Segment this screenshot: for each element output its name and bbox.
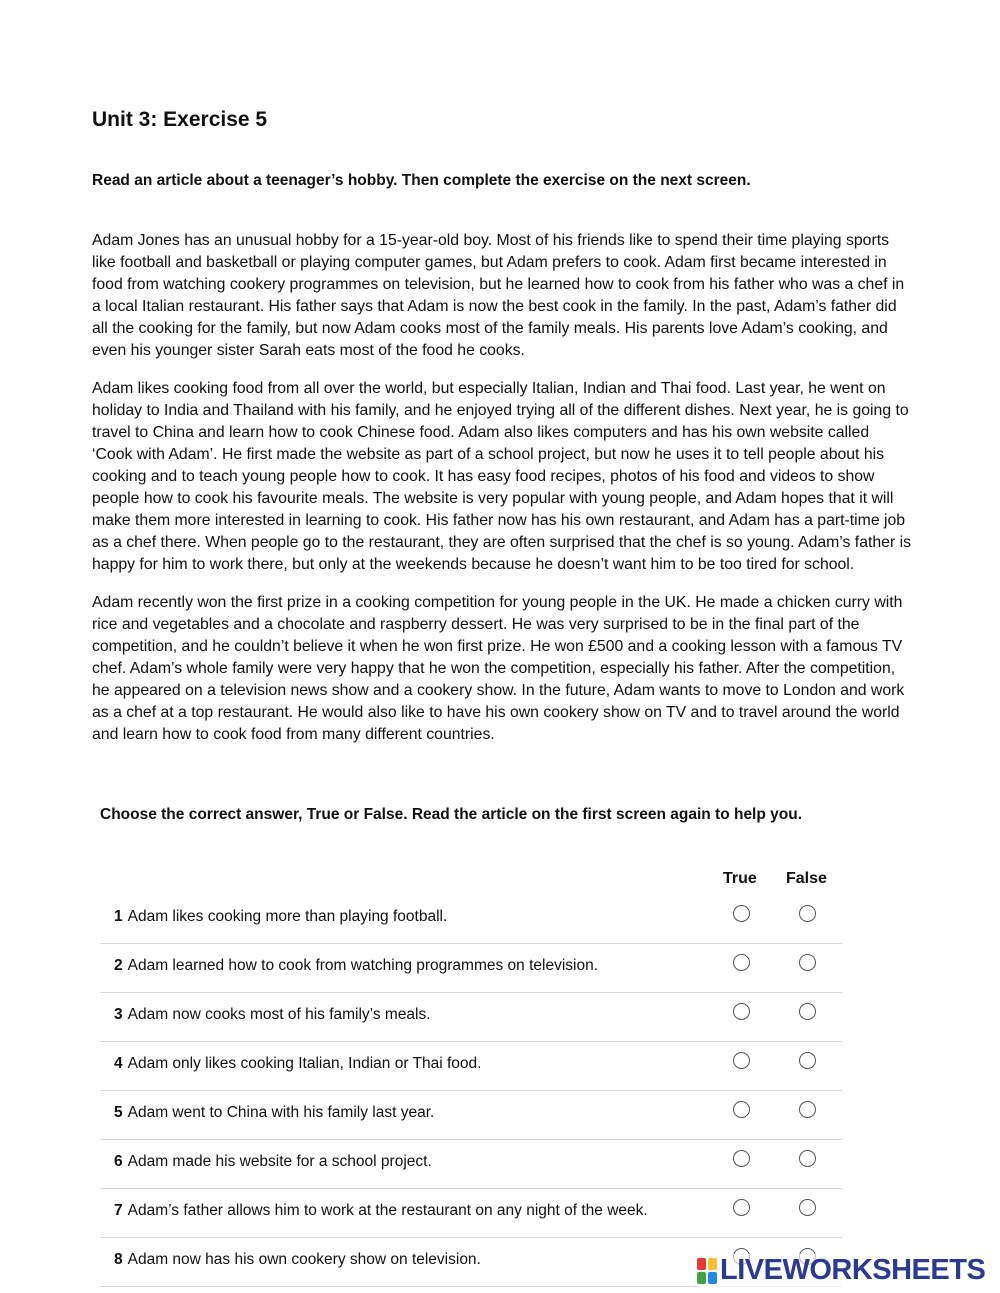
question-row xyxy=(100,895,842,944)
question-row xyxy=(100,1140,842,1189)
question-label: Adam now cooks most of his family’s meals. xyxy=(127,1006,431,1023)
radio-false-4[interactable] xyxy=(799,1052,816,1069)
question-text xyxy=(114,957,598,975)
logo-block xyxy=(708,1258,717,1270)
article-paragraph: Adam Jones has an unusual hobby for a 15-year-old boy. Most of his friends like to spend their time playing sports like football and basketball or playing computer games, but Adam prefers to cook. Adam first became interested in food from watching cookery programmes on television, but he learned how to cook from his father who was a chef in a local Italian restaurant. His father says that Adam is now the best cook in the family. In the past, Adam’s father did all the cooking for the family, but now Adam cooks most of the family meals. His parents love Adam’s cooking, and even his younger sister Sarah eats most of the food he cooks. xyxy=(92,232,905,359)
radio-false-1[interactable] xyxy=(799,905,816,922)
question-number: 6 xyxy=(114,1153,123,1170)
radio-true-6[interactable] xyxy=(733,1150,750,1167)
question-text xyxy=(114,1006,431,1024)
reading-instruction: Read an article about a teenager’s hobby. Then complete the exercise on the next screen. xyxy=(92,172,751,189)
question-text xyxy=(114,1202,648,1220)
question-row xyxy=(100,993,842,1042)
question-label: Adam learned how to cook from watching programmes on television. xyxy=(127,957,599,974)
article-paragraph: Adam likes cooking food from all over the world, but especially Italian, Indian and Thai food. Last year, he went on holiday to India and Thailand with his family, and he enjoyed trying all of the different dishes. Next year, he is going to travel to China and learn how to cook Chinese food. Adam also likes computers and has his own website called ‘Cook with Adam’. He first made the website as part of a school project, but now he uses it to tell people about his cooking and to teach young people how to cook. It has easy food recipes, photos of his food and videos to show people how to cook his favourite meals. The website is very popular with young people, and Adam hopes that it will make them more interested in learning to cook. His father now has his own restaurant, and Adam has a part-time job as a chef there. When people go to the restaurant, they are often surprised that the chef is so young. Adam’s father is happy for him to work there, but only at the weekends because he doesn’t want him to be too tired for school. xyxy=(92,380,912,573)
question-list xyxy=(100,895,842,1287)
liveworksheets-logo xyxy=(697,1254,985,1287)
radio-true-1[interactable] xyxy=(733,905,750,922)
question-instruction: Choose the correct answer, True or False. Read the article on the first screen again to help you. xyxy=(100,806,803,823)
question-number: 5 xyxy=(114,1104,123,1121)
radio-true-4[interactable] xyxy=(733,1052,750,1069)
question-text xyxy=(114,1153,432,1171)
question-number: 7 xyxy=(114,1202,123,1219)
question-text xyxy=(114,1104,434,1122)
question-row xyxy=(100,1091,842,1140)
page-title: Unit 3: Exercise 5 xyxy=(92,108,268,131)
radio-true-7[interactable] xyxy=(733,1199,750,1216)
radio-false-2[interactable] xyxy=(799,954,816,971)
question-row xyxy=(100,944,842,993)
logo-block xyxy=(708,1272,717,1284)
logo-text: LIVEWORKSHEETS xyxy=(720,1254,986,1286)
logo-blocks-icon xyxy=(697,1258,717,1284)
question-number: 3 xyxy=(114,1006,123,1023)
question-label: Adam now has his own cookery show on television. xyxy=(127,1251,481,1268)
question-label: Adam made his website for a school project. xyxy=(127,1153,432,1170)
question-label: Adam only likes cooking Italian, Indian or Thai food. xyxy=(127,1055,482,1072)
logo-block xyxy=(697,1272,706,1284)
radio-false-3[interactable] xyxy=(799,1003,816,1020)
question-number: 4 xyxy=(114,1055,123,1072)
question-text xyxy=(114,1055,481,1073)
radio-false-7[interactable] xyxy=(799,1199,816,1216)
column-header-true: True xyxy=(723,870,757,887)
radio-true-2[interactable] xyxy=(733,954,750,971)
article-paragraph: Adam recently won the first prize in a cooking competition for young people in the UK. He made a chicken curry with rice and vegetables and a chocolate and raspberry dessert. He was very surprised to be in the final part of the competition, and he couldn’t believe it when he won first prize. He won £500 and a cooking lesson with a famous TV chef. Adam’s whole family were very happy that he won the competition, especially his father. After the competition, he appeared on a television news show and a cookery show. In the future, Adam wants to move to London and work as a chef at a top restaurant. He would also like to have his own cookery show on TV and to travel around the world and learn how to cook food from many different countries. xyxy=(92,594,905,743)
question-label: Adam’s father allows him to work at the restaurant on any night of the week. xyxy=(127,1202,648,1219)
question-label: Adam likes cooking more than playing football. xyxy=(127,908,448,925)
question-text xyxy=(114,908,447,926)
article xyxy=(92,230,912,762)
column-header-false: False xyxy=(786,870,827,887)
radio-true-5[interactable] xyxy=(733,1101,750,1118)
question-text xyxy=(114,1251,481,1269)
radio-false-6[interactable] xyxy=(799,1150,816,1167)
question-label: Adam went to China with his family last year. xyxy=(127,1104,435,1121)
logo-block xyxy=(697,1258,706,1270)
radio-true-3[interactable] xyxy=(733,1003,750,1020)
question-number: 1 xyxy=(114,908,123,925)
radio-false-5[interactable] xyxy=(799,1101,816,1118)
question-row xyxy=(100,1042,842,1091)
question-row xyxy=(100,1189,842,1238)
question-number: 2 xyxy=(114,957,123,974)
question-number: 8 xyxy=(114,1251,123,1268)
